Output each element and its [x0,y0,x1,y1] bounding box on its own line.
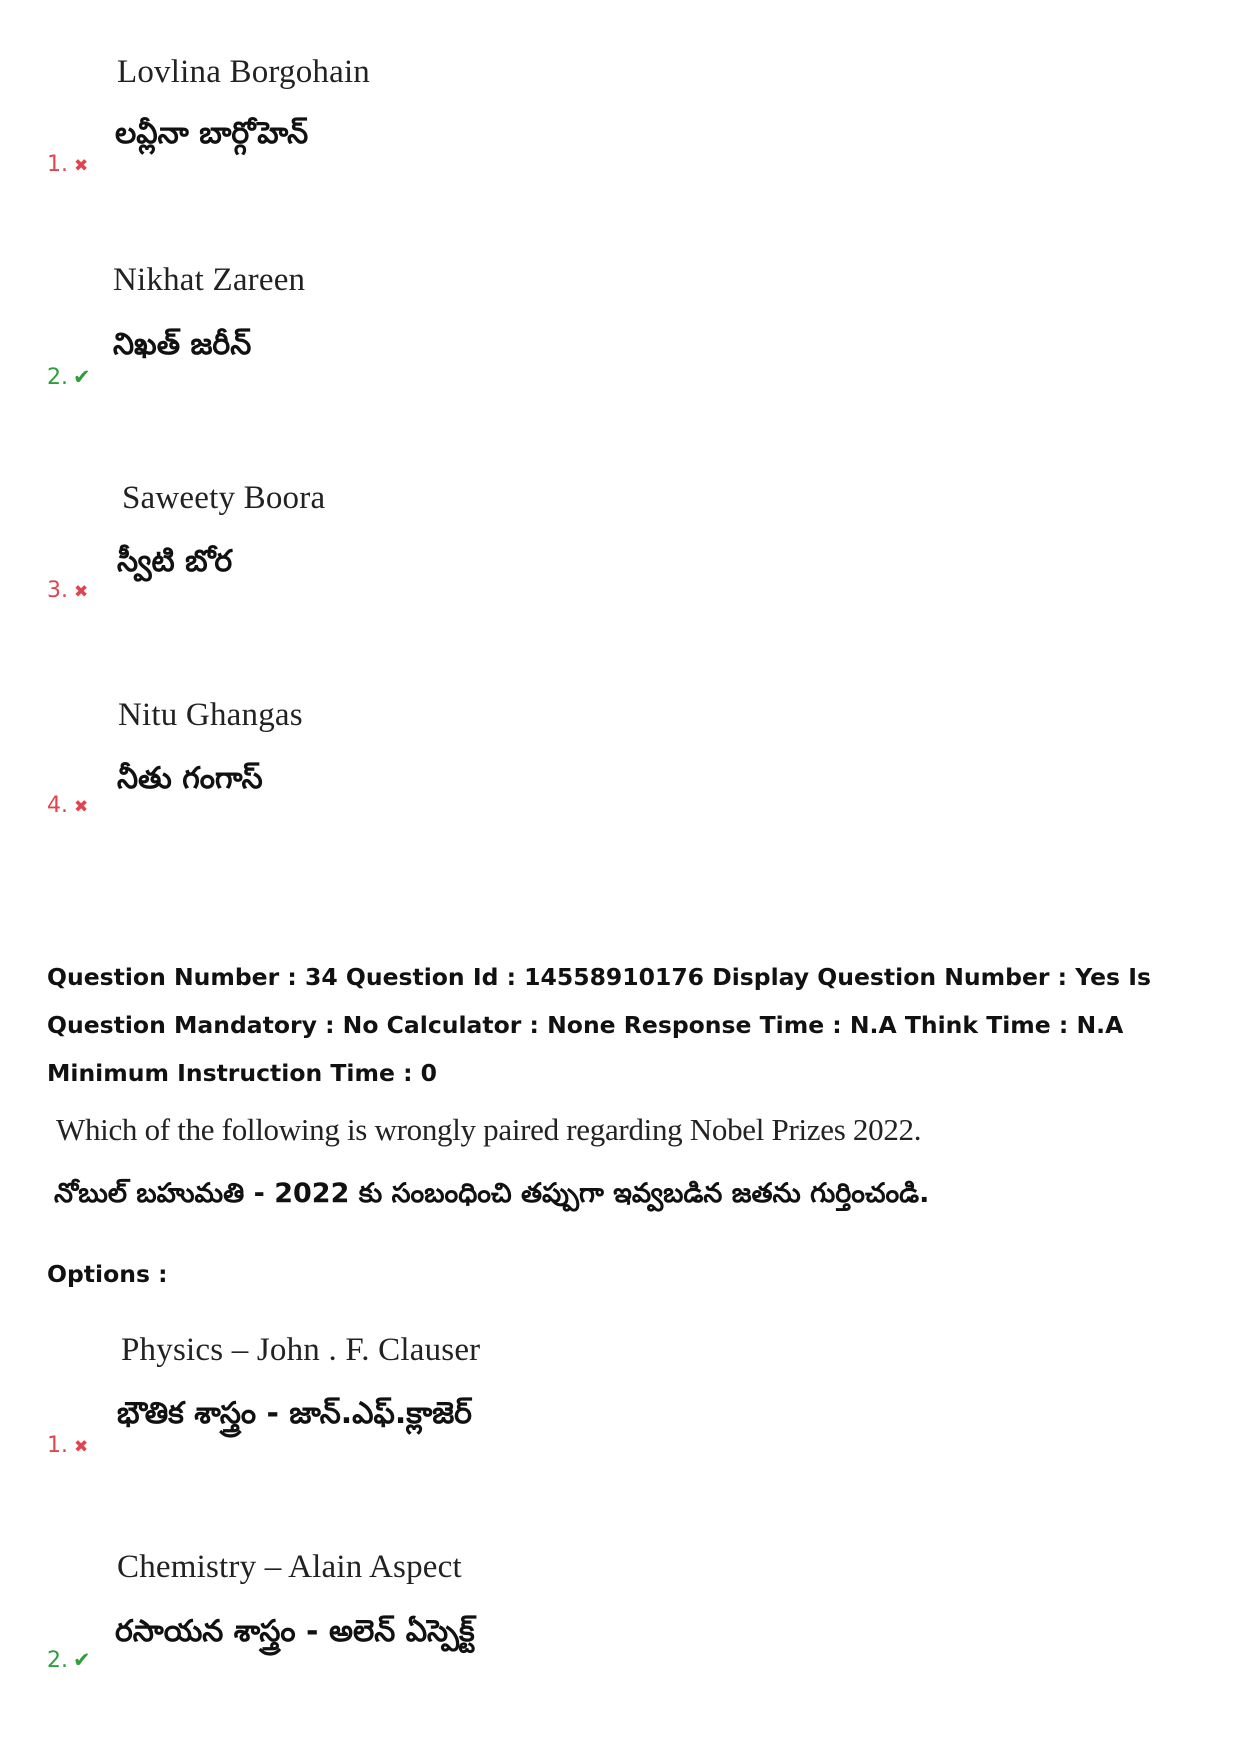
option-number: 3. [47,578,68,603]
cross-icon: ✖ [74,156,89,176]
option-number: 4. [47,793,68,818]
option-text-te: రసాయన శాస్త్రం - అలెన్ ఏస్పెక్ట్ [115,1614,475,1649]
option-text-te: లవ్లీనా బార్గోహెన్ [115,116,309,151]
option-marker [47,1648,91,1673]
option-marker [47,152,88,177]
option-text-te: స్వీటి బోర [117,544,233,579]
option-text-en: Saweety Boora [122,480,326,516]
option-marker [47,365,91,390]
options-label: Options : [47,1260,168,1288]
check-icon: ✔ [73,365,91,389]
option-number: 1. [47,1433,68,1458]
option-text-te: భౌతిక శాస్త్రం - జాన్.ఎఫ్.క్లాజెర్ [117,1396,472,1431]
option-text-en: Nikhat Zareen [113,262,306,298]
question-text-en: Which of the following is wrongly paired regarding Nobel Prizes 2022. [56,1112,922,1147]
question-text-te: నోబుల్ బహుమతి - 2022 కు సంబంధించి తప్పుగా ఇవ్వబడిన జతను గుర్తించండి. [54,1178,930,1209]
option-text-en: Chemistry – Alain Aspect [117,1549,462,1585]
cross-icon: ✖ [74,1437,89,1457]
option-text-en: Nitu Ghangas [118,697,303,733]
option-text-en: Lovlina Borgohain [117,54,371,90]
option-text-en: Physics – John . F. Clauser [121,1332,481,1368]
option-marker [47,793,88,818]
cross-icon: ✖ [74,582,89,602]
question-meta: Question Number : 34 Question Id : 14558910176 Display Question Number : Yes Is Question Mandatory : No Calculator : None Response Time : N.A Think Time : N.A Minimum Instruction Time : 0 [47,963,1151,1087]
option-number: 1. [47,152,68,177]
option-text-te: నిఖత్ జరీన్ [113,327,252,362]
option-marker [47,578,88,603]
option-marker [47,1433,88,1458]
cross-icon: ✖ [74,797,89,817]
option-number: 2. [47,1648,68,1673]
option-number: 2. [47,365,68,390]
option-text-te: నీతు గంగాస్ [117,761,263,796]
check-icon: ✔ [73,1648,91,1672]
